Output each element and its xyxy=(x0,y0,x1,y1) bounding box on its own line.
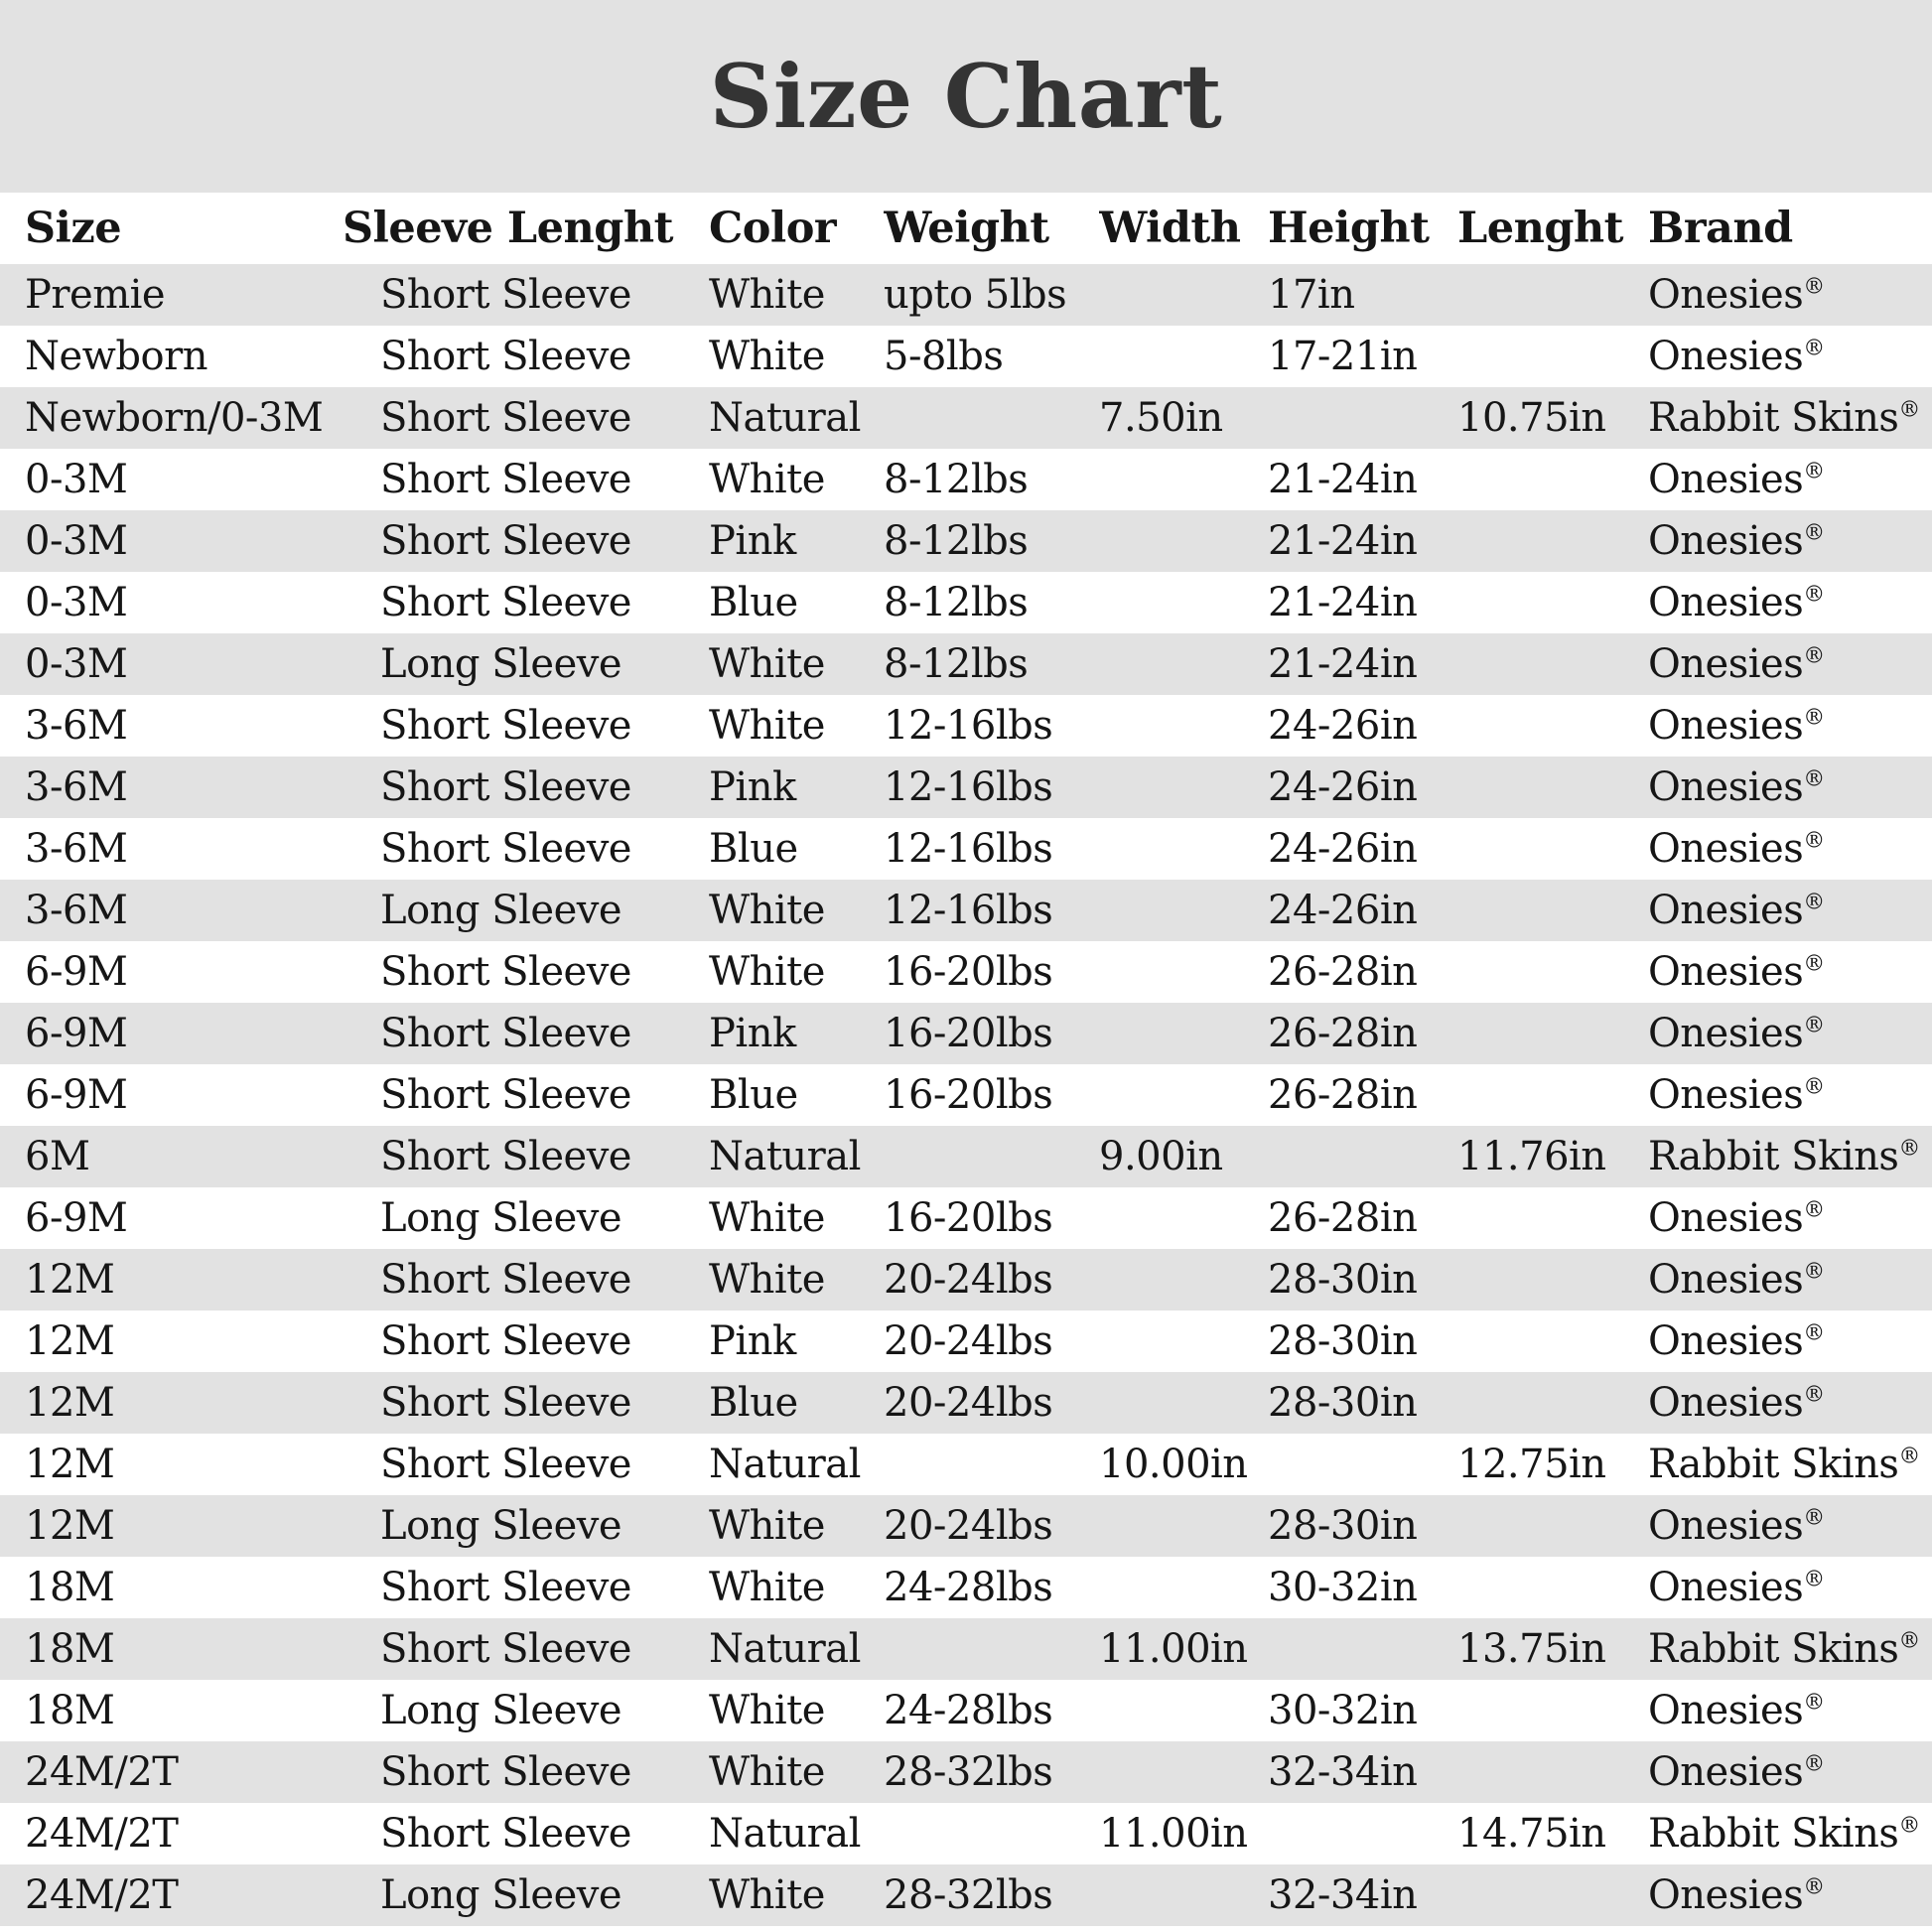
cell-length: 14.75in xyxy=(1457,1811,1606,1857)
cell-weight: 20-24lbs xyxy=(884,1503,1053,1549)
cell-sleeve: Long Sleeve xyxy=(380,888,622,933)
column-header-height: Height xyxy=(1268,204,1430,253)
registered-trademark-symbol: ® xyxy=(1803,951,1826,977)
table-row xyxy=(0,572,1932,633)
cell-height: 24-26in xyxy=(1268,703,1418,749)
cell-brand: Rabbit Skins® xyxy=(1648,1811,1921,1857)
table-row xyxy=(0,1434,1932,1495)
cell-color: White xyxy=(709,1257,825,1303)
cell-size: 18M xyxy=(25,1565,115,1610)
cell-size: 0-3M xyxy=(25,641,128,687)
cell-height: 21-24in xyxy=(1268,518,1418,564)
cell-color: White xyxy=(709,457,825,502)
table-row xyxy=(0,264,1932,326)
table-row xyxy=(0,880,1932,941)
cell-color: White xyxy=(709,949,825,995)
cell-height: 24-26in xyxy=(1268,826,1418,872)
cell-brand: Onesies® xyxy=(1648,1011,1826,1056)
cell-height: 21-24in xyxy=(1268,641,1418,687)
cell-size: Newborn xyxy=(25,334,207,379)
cell-color: Natural xyxy=(709,395,861,441)
cell-size: 6M xyxy=(25,1134,90,1179)
cell-weight: 28-32lbs xyxy=(884,1749,1053,1795)
cell-length: 10.75in xyxy=(1457,395,1606,441)
cell-brand: Onesies® xyxy=(1648,1565,1826,1610)
cell-weight: 8-12lbs xyxy=(884,518,1029,564)
cell-brand: Onesies® xyxy=(1648,1318,1826,1364)
registered-trademark-symbol: ® xyxy=(1898,1444,1921,1469)
cell-color: Natural xyxy=(709,1811,861,1857)
cell-size: 0-3M xyxy=(25,580,128,625)
cell-sleeve: Short Sleeve xyxy=(380,1442,631,1487)
cell-sleeve: Long Sleeve xyxy=(380,1503,622,1549)
registered-trademark-symbol: ® xyxy=(1803,705,1826,731)
cell-color: White xyxy=(709,703,825,749)
cell-color: Pink xyxy=(709,1318,796,1364)
cell-height: 17-21in xyxy=(1268,334,1418,379)
cell-weight: 8-12lbs xyxy=(884,580,1029,625)
column-header-length: Lenght xyxy=(1457,204,1624,253)
registered-trademark-symbol: ® xyxy=(1803,828,1826,854)
cell-brand: Onesies® xyxy=(1648,641,1826,687)
registered-trademark-symbol: ® xyxy=(1898,1813,1921,1839)
cell-color: White xyxy=(709,888,825,933)
table-row xyxy=(0,1803,1932,1864)
table-row xyxy=(0,449,1932,510)
cell-sleeve: Short Sleeve xyxy=(380,518,631,564)
cell-color: Pink xyxy=(709,764,796,810)
cell-weight: 24-28lbs xyxy=(884,1688,1053,1733)
registered-trademark-symbol: ® xyxy=(1803,520,1826,546)
cell-brand: Onesies® xyxy=(1648,764,1826,810)
cell-weight: 8-12lbs xyxy=(884,457,1029,502)
cell-height: 26-28in xyxy=(1268,1195,1418,1241)
registered-trademark-symbol: ® xyxy=(1803,274,1826,300)
cell-sleeve: Short Sleeve xyxy=(380,703,631,749)
cell-weight: 12-16lbs xyxy=(884,703,1053,749)
cell-size: 6-9M xyxy=(25,949,128,995)
cell-height: 26-28in xyxy=(1268,949,1418,995)
cell-height: 17in xyxy=(1268,272,1355,318)
table-row xyxy=(0,1126,1932,1187)
cell-sleeve: Long Sleeve xyxy=(380,641,622,687)
table-row xyxy=(0,1249,1932,1311)
cell-brand: Onesies® xyxy=(1648,272,1826,318)
cell-brand: Onesies® xyxy=(1648,703,1826,749)
cell-height: 28-30in xyxy=(1268,1503,1418,1549)
cell-color: Pink xyxy=(709,1011,796,1056)
cell-color: White xyxy=(709,272,825,318)
cell-size: 18M xyxy=(25,1626,115,1672)
column-header-size: Size xyxy=(25,204,122,253)
cell-size: Premie xyxy=(25,272,166,318)
cell-brand: Onesies® xyxy=(1648,580,1826,625)
cell-sleeve: Short Sleeve xyxy=(380,272,631,318)
registered-trademark-symbol: ® xyxy=(1803,643,1826,669)
registered-trademark-symbol: ® xyxy=(1803,1320,1826,1346)
table-row xyxy=(0,326,1932,387)
cell-sleeve: Short Sleeve xyxy=(380,1257,631,1303)
column-header-color: Color xyxy=(709,204,837,253)
cell-color: Blue xyxy=(709,580,798,625)
cell-color: White xyxy=(709,1872,825,1918)
cell-sleeve: Short Sleeve xyxy=(380,1565,631,1610)
cell-sleeve: Short Sleeve xyxy=(380,457,631,502)
registered-trademark-symbol: ® xyxy=(1803,1382,1826,1408)
cell-brand: Onesies® xyxy=(1648,1072,1826,1118)
table-row xyxy=(0,1618,1932,1680)
cell-color: Blue xyxy=(709,1380,798,1426)
registered-trademark-symbol: ® xyxy=(1803,1567,1826,1592)
cell-size: 3-6M xyxy=(25,764,128,810)
cell-sleeve: Short Sleeve xyxy=(380,949,631,995)
table-row xyxy=(0,510,1932,572)
cell-size: 3-6M xyxy=(25,888,128,933)
cell-weight: 12-16lbs xyxy=(884,764,1053,810)
cell-length: 13.75in xyxy=(1457,1626,1606,1672)
title-band xyxy=(0,0,1932,193)
cell-sleeve: Short Sleeve xyxy=(380,1072,631,1118)
cell-sleeve: Short Sleeve xyxy=(380,1626,631,1672)
table-row xyxy=(0,818,1932,880)
cell-sleeve: Short Sleeve xyxy=(380,764,631,810)
table-row xyxy=(0,1680,1932,1741)
cell-size: 6-9M xyxy=(25,1011,128,1056)
cell-size: 0-3M xyxy=(25,518,128,564)
cell-size: 12M xyxy=(25,1442,115,1487)
registered-trademark-symbol: ® xyxy=(1803,1874,1826,1900)
column-header-sleeve-length: Sleeve Lenght xyxy=(343,204,673,253)
registered-trademark-symbol: ® xyxy=(1803,1505,1826,1531)
cell-sleeve: Short Sleeve xyxy=(380,826,631,872)
cell-brand: Rabbit Skins® xyxy=(1648,1626,1921,1672)
cell-length: 11.76in xyxy=(1457,1134,1606,1179)
table-body xyxy=(0,264,1932,1926)
cell-height: 28-30in xyxy=(1268,1380,1418,1426)
cell-size: 18M xyxy=(25,1688,115,1733)
registered-trademark-symbol: ® xyxy=(1898,1628,1921,1654)
cell-weight: 12-16lbs xyxy=(884,826,1053,872)
cell-weight: 20-24lbs xyxy=(884,1318,1053,1364)
cell-weight: 28-32lbs xyxy=(884,1872,1053,1918)
cell-brand: Onesies® xyxy=(1648,1503,1826,1549)
table-row xyxy=(0,1741,1932,1803)
cell-size: 12M xyxy=(25,1257,115,1303)
cell-size: 24M/2T xyxy=(25,1811,179,1857)
cell-size: 6-9M xyxy=(25,1072,128,1118)
cell-weight: 16-20lbs xyxy=(884,949,1053,995)
cell-size: 3-6M xyxy=(25,703,128,749)
cell-weight: 16-20lbs xyxy=(884,1195,1053,1241)
size-chart-table xyxy=(0,193,1932,1926)
cell-brand: Onesies® xyxy=(1648,826,1826,872)
cell-size: 24M/2T xyxy=(25,1749,179,1795)
cell-height: 32-34in xyxy=(1268,1872,1418,1918)
cell-sleeve: Short Sleeve xyxy=(380,1749,631,1795)
cell-color: Blue xyxy=(709,826,798,872)
cell-size: 3-6M xyxy=(25,826,128,872)
cell-sleeve: Short Sleeve xyxy=(380,580,631,625)
cell-color: White xyxy=(709,1688,825,1733)
cell-size: Newborn/0-3M xyxy=(25,395,324,441)
registered-trademark-symbol: ® xyxy=(1803,1074,1826,1100)
cell-brand: Onesies® xyxy=(1648,1749,1826,1795)
registered-trademark-symbol: ® xyxy=(1803,1259,1826,1285)
column-header-brand: Brand xyxy=(1648,204,1793,253)
cell-height: 24-26in xyxy=(1268,888,1418,933)
table-row xyxy=(0,1311,1932,1372)
cell-weight: 20-24lbs xyxy=(884,1380,1053,1426)
cell-weight: 16-20lbs xyxy=(884,1011,1053,1056)
table-row xyxy=(0,1372,1932,1434)
cell-brand: Rabbit Skins® xyxy=(1648,395,1921,441)
table-row xyxy=(0,1003,1932,1064)
cell-height: 26-28in xyxy=(1268,1011,1418,1056)
cell-height: 28-30in xyxy=(1268,1257,1418,1303)
cell-color: Natural xyxy=(709,1134,861,1179)
cell-color: White xyxy=(709,1565,825,1610)
cell-color: Blue xyxy=(709,1072,798,1118)
cell-height: 21-24in xyxy=(1268,580,1418,625)
cell-sleeve: Short Sleeve xyxy=(380,1134,631,1179)
cell-height: 30-32in xyxy=(1268,1688,1418,1733)
cell-size: 12M xyxy=(25,1318,115,1364)
table-row xyxy=(0,1187,1932,1249)
cell-color: Natural xyxy=(709,1626,861,1672)
table-row xyxy=(0,941,1932,1003)
cell-height: 26-28in xyxy=(1268,1072,1418,1118)
cell-sleeve: Short Sleeve xyxy=(380,1380,631,1426)
registered-trademark-symbol: ® xyxy=(1803,336,1826,361)
cell-brand: Onesies® xyxy=(1648,1872,1826,1918)
cell-height: 21-24in xyxy=(1268,457,1418,502)
cell-sleeve: Short Sleeve xyxy=(380,1318,631,1364)
cell-brand: Onesies® xyxy=(1648,457,1826,502)
table-row xyxy=(0,757,1932,818)
cell-weight: 16-20lbs xyxy=(884,1072,1053,1118)
cell-width: 7.50in xyxy=(1099,395,1223,441)
registered-trademark-symbol: ® xyxy=(1803,1690,1826,1716)
table-row xyxy=(0,1557,1932,1618)
column-header-width: Width xyxy=(1099,204,1241,253)
cell-size: 24M/2T xyxy=(25,1872,179,1918)
cell-weight: upto 5lbs xyxy=(884,272,1067,318)
cell-sleeve: Short Sleeve xyxy=(380,395,631,441)
cell-brand: Onesies® xyxy=(1648,1688,1826,1733)
cell-height: 28-30in xyxy=(1268,1318,1418,1364)
table-row xyxy=(0,695,1932,757)
cell-sleeve: Long Sleeve xyxy=(380,1872,622,1918)
cell-width: 11.00in xyxy=(1099,1811,1248,1857)
cell-weight: 5-8lbs xyxy=(884,334,1004,379)
cell-width: 11.00in xyxy=(1099,1626,1248,1672)
cell-size: 12M xyxy=(25,1503,115,1549)
page-title: Size Chart xyxy=(709,45,1223,148)
registered-trademark-symbol: ® xyxy=(1803,1751,1826,1777)
cell-height: 30-32in xyxy=(1268,1565,1418,1610)
cell-brand: Onesies® xyxy=(1648,1195,1826,1241)
cell-brand: Onesies® xyxy=(1648,1380,1826,1426)
registered-trademark-symbol: ® xyxy=(1898,397,1921,423)
registered-trademark-symbol: ® xyxy=(1803,582,1826,608)
cell-height: 24-26in xyxy=(1268,764,1418,810)
table-row xyxy=(0,387,1932,449)
registered-trademark-symbol: ® xyxy=(1803,459,1826,484)
cell-color: Natural xyxy=(709,1442,861,1487)
column-header-weight: Weight xyxy=(884,204,1049,253)
cell-height: 32-34in xyxy=(1268,1749,1418,1795)
table-row xyxy=(0,1064,1932,1126)
cell-size: 12M xyxy=(25,1380,115,1426)
registered-trademark-symbol: ® xyxy=(1898,1136,1921,1162)
cell-color: White xyxy=(709,1749,825,1795)
table-row xyxy=(0,1864,1932,1926)
cell-width: 10.00in xyxy=(1099,1442,1248,1487)
registered-trademark-symbol: ® xyxy=(1803,766,1826,792)
cell-color: White xyxy=(709,334,825,379)
cell-sleeve: Long Sleeve xyxy=(380,1688,622,1733)
cell-color: White xyxy=(709,1195,825,1241)
cell-sleeve: Short Sleeve xyxy=(380,334,631,379)
cell-brand: Onesies® xyxy=(1648,518,1826,564)
table-row xyxy=(0,1495,1932,1557)
cell-color: White xyxy=(709,1503,825,1549)
cell-brand: Rabbit Skins® xyxy=(1648,1134,1921,1179)
cell-sleeve: Long Sleeve xyxy=(380,1195,622,1241)
registered-trademark-symbol: ® xyxy=(1803,1013,1826,1038)
cell-brand: Rabbit Skins® xyxy=(1648,1442,1921,1487)
cell-sleeve: Short Sleeve xyxy=(380,1811,631,1857)
cell-weight: 20-24lbs xyxy=(884,1257,1053,1303)
registered-trademark-symbol: ® xyxy=(1803,890,1826,915)
table-header-row xyxy=(0,193,1932,264)
cell-brand: Onesies® xyxy=(1648,1257,1826,1303)
cell-color: Pink xyxy=(709,518,796,564)
cell-color: White xyxy=(709,641,825,687)
cell-weight: 24-28lbs xyxy=(884,1565,1053,1610)
registered-trademark-symbol: ® xyxy=(1803,1197,1826,1223)
cell-weight: 12-16lbs xyxy=(884,888,1053,933)
cell-width: 9.00in xyxy=(1099,1134,1223,1179)
cell-brand: Onesies® xyxy=(1648,334,1826,379)
table-row xyxy=(0,633,1932,695)
cell-sleeve: Short Sleeve xyxy=(380,1011,631,1056)
cell-length: 12.75in xyxy=(1457,1442,1606,1487)
cell-brand: Onesies® xyxy=(1648,949,1826,995)
cell-size: 6-9M xyxy=(25,1195,128,1241)
cell-weight: 8-12lbs xyxy=(884,641,1029,687)
cell-brand: Onesies® xyxy=(1648,888,1826,933)
cell-size: 0-3M xyxy=(25,457,128,502)
